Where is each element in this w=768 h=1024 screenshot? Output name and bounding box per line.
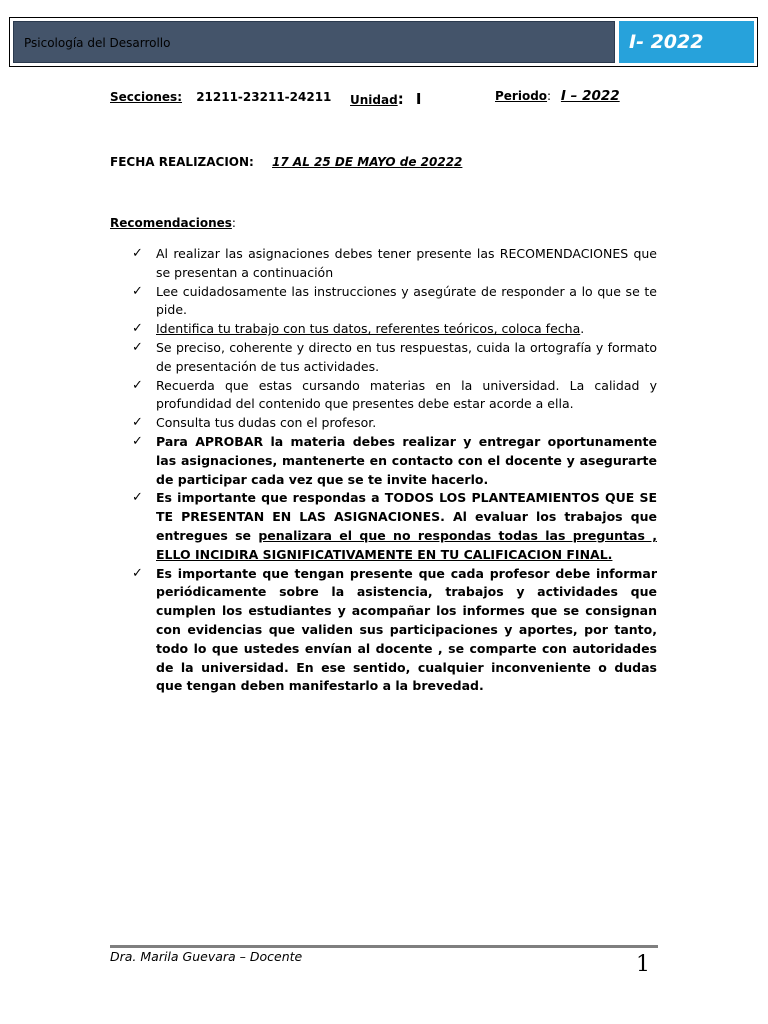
course-title: Psicología del Desarrollo bbox=[24, 36, 171, 50]
sections-label: Secciones: bbox=[110, 90, 182, 104]
sections-value: 21211-23211-24211 bbox=[196, 90, 332, 104]
period-line bbox=[495, 88, 620, 104]
list-item bbox=[132, 320, 657, 339]
date-label: FECHA REALIZACION: bbox=[110, 155, 254, 169]
checkmark-icon: ✓ bbox=[132, 377, 143, 393]
recommendations-title-colon: : bbox=[231, 216, 236, 230]
checkmark-icon: ✓ bbox=[132, 415, 143, 431]
date-value: 17 AL 25 DE MAYO de 20222 bbox=[272, 155, 463, 169]
unit-label: Unidad bbox=[350, 93, 398, 107]
list-item-text: Consulta tus dudas con el profesor. bbox=[156, 415, 377, 431]
period-colon: : bbox=[547, 89, 552, 103]
list-item-text: Recuerda que estas cursando materias en la universidad. La calidad y profundidad del contenido que presentes debe estar acorde a ella. bbox=[156, 377, 657, 412]
list-item-text: Al realizar las asignaciones debes tener presente las RECOMENDACIONES que se presentan a continuación bbox=[156, 246, 657, 280]
list-item-text: Para APROBAR la materia debes realizar y entregar oportunamente las asignaciones, mantenerte en contacto con el docente y asegurarte de participar cada vez que se te invite hacerlo. bbox=[156, 433, 657, 487]
unit-colon: : bbox=[397, 90, 404, 108]
recommendations-title: Recomendaciones bbox=[110, 216, 232, 230]
list-item-text: Es importante que tengan presente que cada profesor debe informar periódicamente sobre la asistencia, trabajos y actividades que cumplen los estudiantes y acompañar los informes que se consignan con evidencias que validen sus participaciones y aportes, por tanto, todo lo que ustedes envían al docente , se comparte con autoridades de la universidad. En ese sentido, cualquier inconveniente o dudas que tengan deben manifestarlo a la brevedad. bbox=[156, 565, 657, 694]
recommendations-heading bbox=[110, 216, 236, 230]
list-item bbox=[132, 433, 657, 489]
list-item-text: Lee cuidadosamente las instrucciones y asegúrate de responder a lo que se te pide. bbox=[156, 283, 657, 318]
checkmark-icon: ✓ bbox=[132, 490, 143, 506]
page-number: 1 bbox=[636, 952, 650, 977]
header-title-box bbox=[13, 21, 615, 63]
period-badge: I- 2022 bbox=[629, 31, 704, 53]
checkmark-icon: ✓ bbox=[132, 565, 143, 581]
unit-line bbox=[350, 90, 421, 108]
footer-divider bbox=[110, 945, 658, 948]
unit-value: I bbox=[415, 90, 422, 108]
footer-author: Dra. Marila Guevara – Docente bbox=[110, 949, 303, 964]
period-value: I – 2022 bbox=[560, 88, 620, 104]
checkmark-icon: ✓ bbox=[132, 339, 143, 355]
list-item-text: Identifica tu trabajo con tus datos, referentes teóricos, coloca fecha bbox=[156, 321, 581, 337]
list-item bbox=[132, 245, 657, 283]
list-item bbox=[132, 414, 657, 433]
list-item bbox=[132, 565, 657, 697]
list-item-period: . bbox=[580, 321, 585, 337]
checkmark-icon: ✓ bbox=[132, 321, 143, 337]
list-item-text: Se preciso, coherente y directo en tus respuestas, cuida la ortografía y formato de presentación de tus actividades. bbox=[156, 339, 657, 374]
header-period-box bbox=[619, 21, 754, 63]
checkmark-icon: ✓ bbox=[132, 283, 143, 299]
date-line bbox=[110, 155, 462, 169]
list-item bbox=[132, 339, 657, 377]
list-item-underlined-text: penalizara el que no respondas todas las preguntas , ELLO INCIDIRA SIGNIFICATIVAMENTE EN TU CALIFICACION FINAL. bbox=[156, 527, 657, 562]
checkmark-icon: ✓ bbox=[132, 433, 143, 449]
sections-line bbox=[110, 90, 331, 104]
list-item bbox=[132, 283, 657, 321]
header-bar bbox=[9, 17, 758, 67]
list-item-text: Es importante que respondas a TODOS LOS PLANTEAMIENTOS QUE SE TE PRESENTAN EN LAS ASIGNACIONES. Al evaluar los trabajos que entregues se bbox=[156, 490, 657, 543]
list-item bbox=[132, 377, 657, 415]
list-item bbox=[132, 489, 657, 564]
period-label: Periodo bbox=[495, 89, 548, 103]
checkmark-icon: ✓ bbox=[132, 246, 143, 261]
recommendations-list bbox=[132, 245, 657, 696]
